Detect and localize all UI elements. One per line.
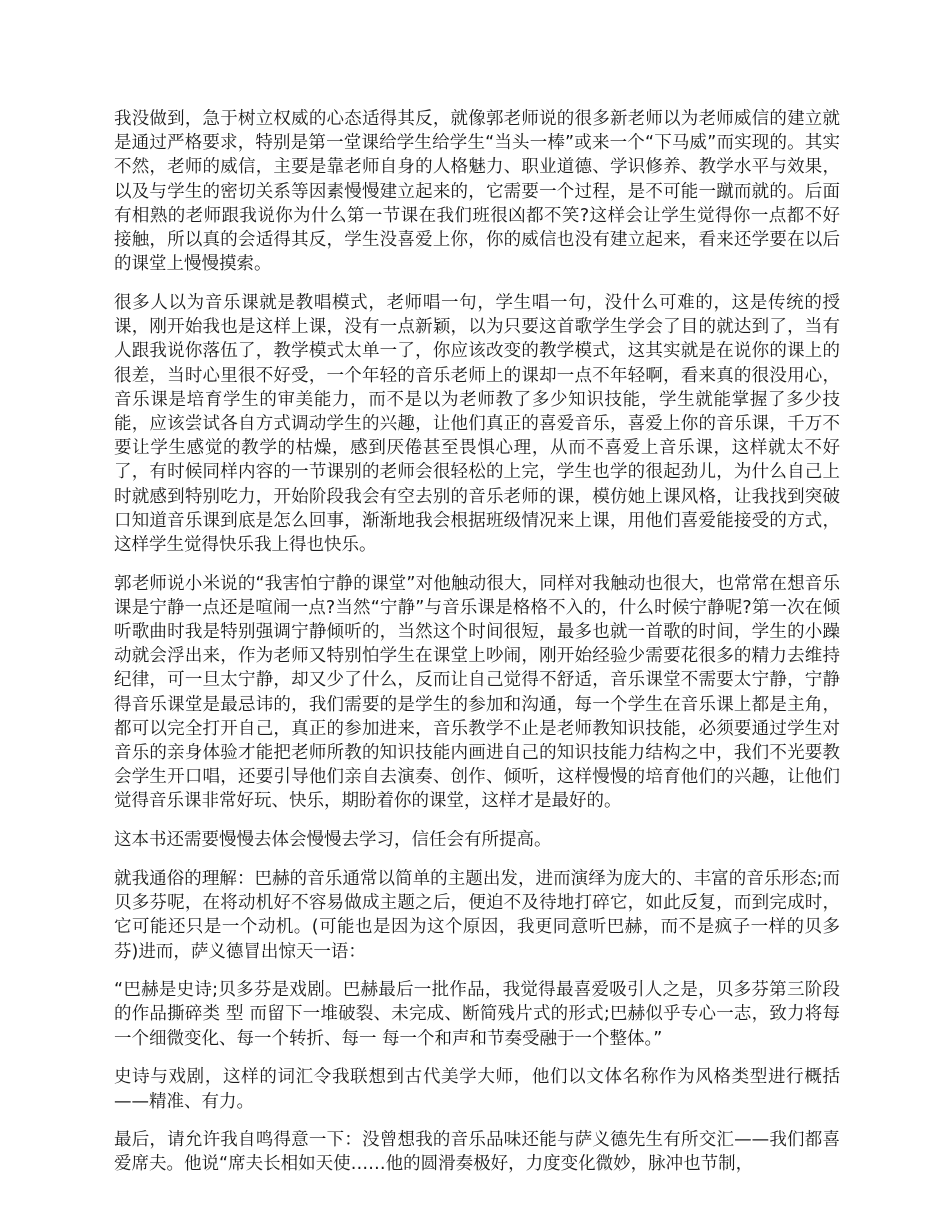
paragraph-1: 我没做到，急于树立权威的心态适得其反，就像郭老师说的很多新老师以为老师威信的建立就是通过严格要求，特别是第一堂课给学生给学生“当头一棒”或来一个“下马威”而实现的。其实不然，老师的威信，主要是靠老师自身的人格魅力、职业道德、学识修养、教学水平与效果，以及与学生的密切关系等因素慢慢建立起来的，它需要一个过程，是不可能一蹴而就的。后面有相熟的老师跟我说你为什么第一节课在我们班很凶都不笑?这样会让学生觉得你一点都不好接触，所以真的会适得其反，学生没喜爱上你，你的威信也没有建立起来，看来还学要在以后的课堂上慢慢摸索。 [114,109,840,275]
paragraph-2: 很多人以为音乐课就是教唱模式，老师唱一句，学生唱一句，没什么可难的，这是传统的授课，刚开始我也是这样上课，没有一点新颖，以为只要这首歌学生学会了目的就达到了，当有人跟我说你落伍了，教学模式太单一了，你应该改变的教学模式，这其实就是在说你的课上的很差，当时心里很不好受，一个年轻的音乐老师上的课却一点不年轻啊，看来真的很没用心，音乐课是培育学生的审美能力，而不是以为老师教了多少知识技能，学生就能掌握了多少技能，应该尝试各自方式调动学生的兴趣，让他们真正的喜爱音乐，喜爱上你的音乐课，千万不要让学生感觉的教学的枯燥，感到厌倦甚至畏惧心理，从而不喜爱上音乐课，这样就太不好了，有时候同样内容的一节课别的老师会很轻松的上完，学生也学的很起劲儿，为什么自己上时就感到特别吃力，开始阶段我会有空去别的音乐老师的课，模仿她上课风格，让我找到突破口知道音乐课到底是怎么回事，渐渐地我会根据班级情况来上课，用他们喜爱能接受的方式，这样学生觉得快乐我上得也快乐。 [114,292,840,555]
paragraph-4: 这本书还需要慢慢去体会慢慢去学习，信任会有所提高。 [114,830,552,851]
paragraph-8: 最后，请允许我自鸣得意一下：没曾想我的音乐品味还能与萨义德先生有所交汇——我们都喜爱席夫。他说“席夫长相如天使……他的圆滑奏极好，力度变化微妙，脉冲也节制， [114,1130,840,1175]
paragraph-6-quote: “巴赫是史诗;贝多芬是戏剧。巴赫最后一批作品，我觉得最喜爱吸引人之是，贝多芬第三阶段的作品撕碎类 型 而留下一堆破裂、未完成、断简残片式的形式;巴赫似乎专心一志，致力将每一个细微变化、每一个转折、每一 每一个和声和节奏受融于一个整体。” [114,980,840,1049]
paragraph-5: 就我通俗的理解：巴赫的音乐通常以简单的主题出发，进而演绎为庞大的、丰富的音乐形态;而贝多芬呢，在将动机好不容易做成主题之后，便迫不及待地打碎它，如此反复，而到完成时，它可能还只是一个动机。(可能也是因为这个原因，我更同意听巴赫，而不是疯子一样的贝多芬)进而，萨义德冒出惊天一语： [114,868,840,962]
paragraph-3: 郭老师说小米说的“我害怕宁静的课堂”对他触动很大，同样对我触动也很大，也常常在想音乐课是宁静一点还是喧闹一点?当然“宁静”与音乐课是格格不入的，什么时候宁静呢?第一次在倾听歌曲时我是特别强调宁静倾听的，当然这个时间很短，最多也就一首歌的时间，学生的小躁动就会浮出来，作为老师又特别怕学生在课堂上吵闹，刚开始经验少需要花很多的精力去维持纪律，可一旦太宁静，却又少了什么，反而让自己觉得不舒适，音乐课堂不需要太宁静，宁静得音乐课堂是最忌讳的，我们需要的是学生的参加和沟通，每一个学生在音乐课上都是主角，都可以完全打开自己，真正的参加进来，音乐教学不止是老师教知识技能，必须要通过学生对音乐的亲身体验才能把老师所教的知识技能内画进自己的知识技能力结构之中，我们不光要教会学生开口唱，还要引导他们亲自去演奏、创作、倾听，这样慢慢的培育他们的兴趣，让他们觉得音乐课非常好玩、快乐，期盼着你的课堂，这样才是最好的。 [114,573,840,812]
paragraph-7: 史诗与戏剧，这样的词汇令我联想到古代美学大师，他们以文体名称作为风格类型进行概括——精准、有力。 [114,1067,840,1112]
document-body [114,107,840,1191]
